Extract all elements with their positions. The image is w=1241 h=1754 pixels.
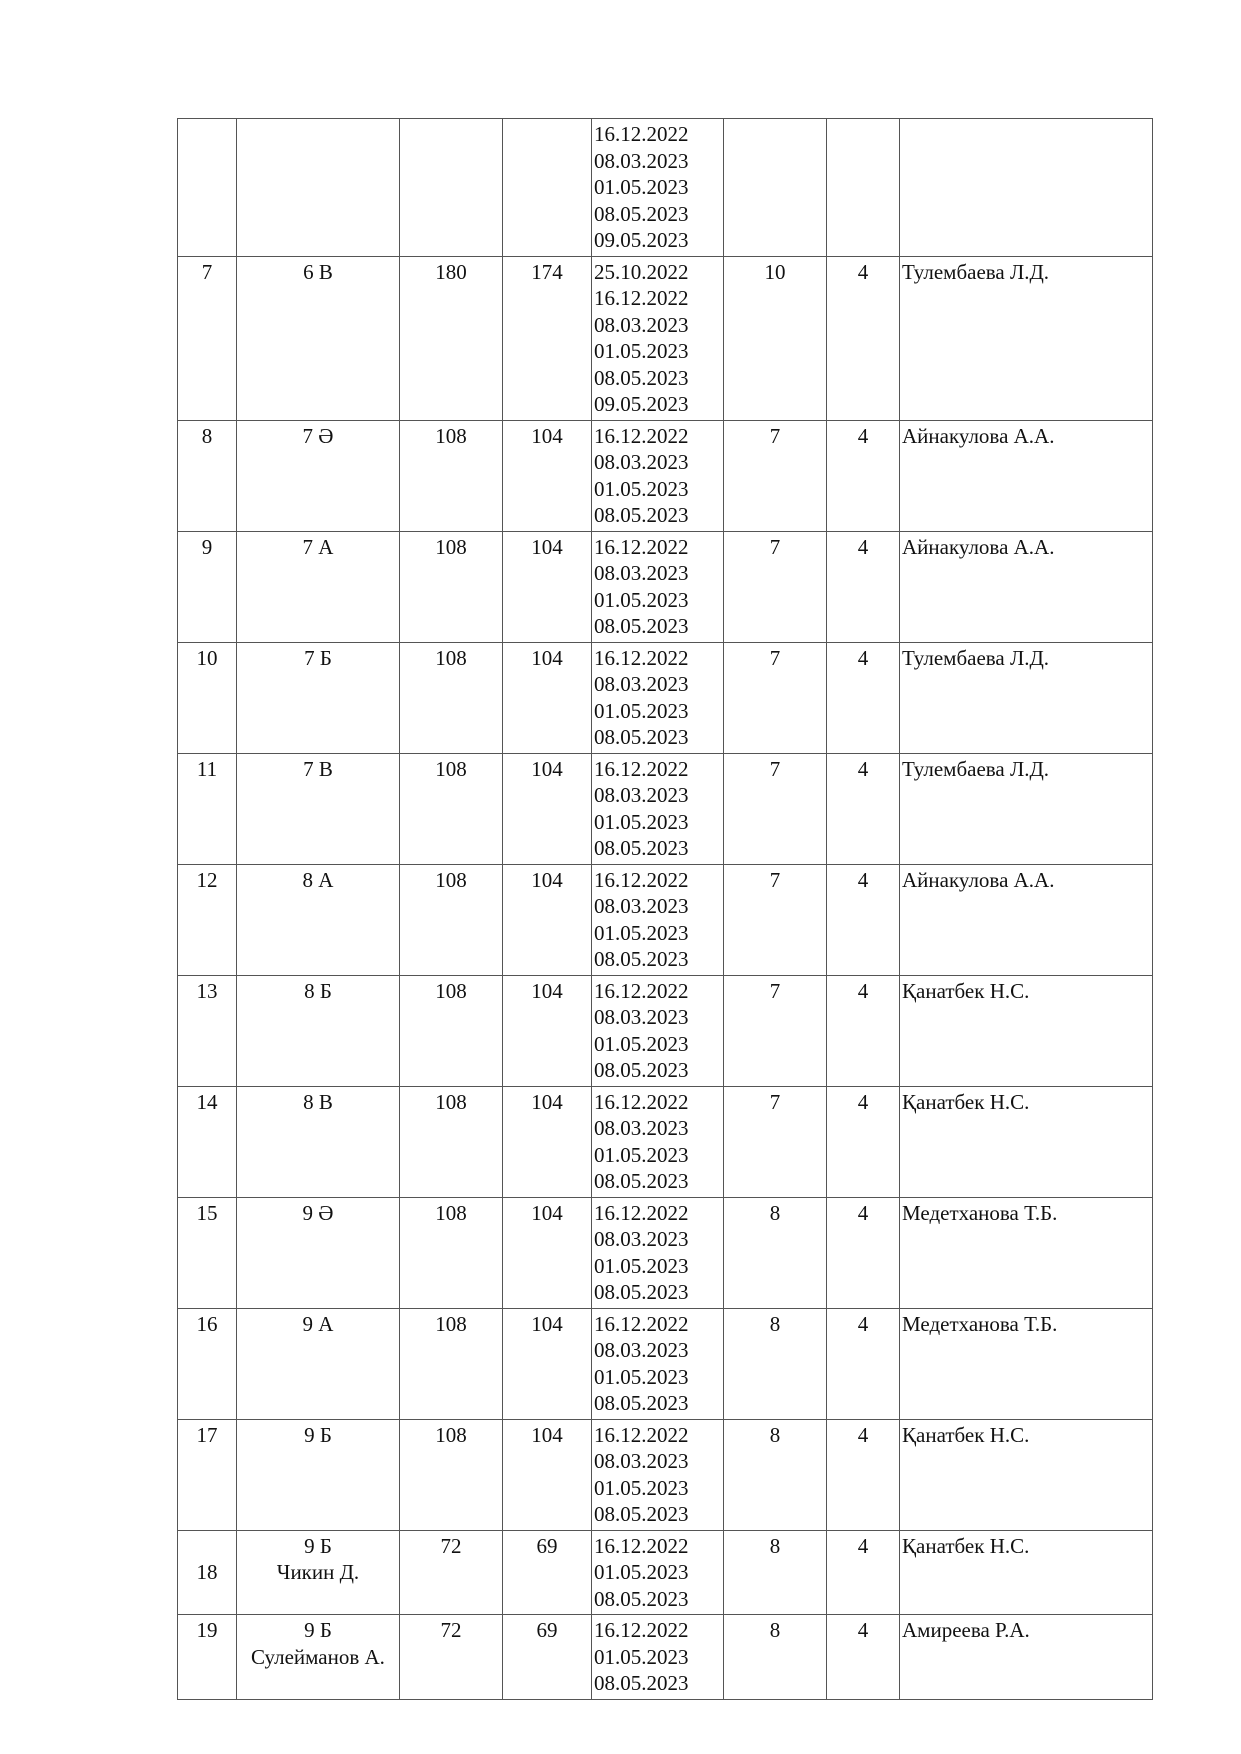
dates-cell-line: 08.03.2023 [594, 672, 689, 696]
class-cell [237, 1308, 400, 1419]
class-cell-line: Чикин Д. [276, 1560, 360, 1584]
table-row [178, 119, 1153, 257]
dates-cell-line: 08.05.2023 [594, 947, 689, 971]
dates-cell-line: 16.12.2022 [594, 286, 689, 310]
hours-total-cell [400, 119, 503, 257]
class-cell-line: 9 Б [304, 1533, 332, 1558]
hours-actual-cell: 174 [503, 256, 592, 420]
class-cell [237, 1530, 400, 1615]
table-row [178, 1615, 1153, 1700]
table-row [178, 420, 1153, 531]
dates-cell-line: 08.05.2023 [594, 1391, 689, 1415]
dates-cell-line: 16.12.2022 [594, 122, 689, 146]
weekly-cell: 4 [827, 1530, 900, 1615]
table-row [178, 1197, 1153, 1308]
dates-cell-line: 08.03.2023 [594, 894, 689, 918]
dates-cell-line: 01.05.2023 [594, 1475, 689, 1500]
dates-cell-line: 08.05.2023 [594, 1502, 689, 1526]
class-cell [237, 1419, 400, 1530]
teacher-cell: Медетханова Т.Б. [900, 1197, 1153, 1308]
teacher-cell: Медетханова Т.Б. [900, 1308, 1153, 1419]
dates-cell [592, 531, 724, 642]
dates-cell-line: 08.03.2023 [594, 1338, 689, 1362]
dates-cell [592, 256, 724, 420]
teacher-cell: Қанатбек Н.С. [900, 1530, 1153, 1615]
dates-cell-line: 08.05.2023 [594, 503, 689, 527]
dates-cell [592, 1308, 724, 1419]
dates-cell-line: 08.05.2023 [594, 1169, 689, 1193]
dates-cell-line: 16.12.2022 [594, 1089, 689, 1114]
count-cell: 7 [724, 975, 827, 1086]
row-number-cell: 15 [178, 1197, 237, 1308]
dates-cell-line: 16.12.2022 [594, 1618, 689, 1642]
hours-actual-cell: 69 [503, 1530, 592, 1615]
count-cell: 8 [724, 1197, 827, 1308]
class-cell [237, 119, 400, 257]
class-cell [237, 864, 400, 975]
dates-cell-line: 01.05.2023 [594, 698, 689, 723]
hours-actual-cell: 104 [503, 1086, 592, 1197]
hours-total-cell: 108 [400, 753, 503, 864]
count-cell: 7 [724, 642, 827, 753]
weekly-cell: 4 [827, 1086, 900, 1197]
dates-cell-line: 16.12.2022 [594, 423, 689, 448]
dates-cell-line: 08.05.2023 [594, 1586, 689, 1611]
count-cell: 8 [724, 1530, 827, 1615]
class-cell-line: 8 Б [304, 978, 332, 1003]
dates-cell-line: 01.05.2023 [594, 175, 689, 199]
dates-cell-line: 16.12.2022 [594, 1311, 689, 1336]
class-cell [237, 1197, 400, 1308]
teacher-cell: Тулембаева Л.Д. [900, 256, 1153, 420]
class-cell-line: 9 Ә [302, 1200, 334, 1225]
weekly-cell: 4 [827, 531, 900, 642]
dates-cell-line: 16.12.2022 [594, 645, 689, 670]
dates-cell-line: 08.03.2023 [594, 1227, 689, 1251]
weekly-cell: 4 [827, 1419, 900, 1530]
class-cell-line: 7 Ә [302, 423, 334, 448]
hours-actual-cell: 104 [503, 975, 592, 1086]
row-number-cell: 19 [178, 1615, 237, 1700]
teacher-cell: Айнакулова А.А. [900, 864, 1153, 975]
row-number-cell: 12 [178, 864, 237, 975]
dates-cell [592, 1419, 724, 1530]
teacher-cell: Айнакулова А.А. [900, 420, 1153, 531]
teacher-cell: Қанатбек Н.С. [900, 975, 1153, 1086]
dates-cell-line: 08.03.2023 [594, 312, 689, 337]
dates-cell [592, 1086, 724, 1197]
hours-actual-cell: 104 [503, 642, 592, 753]
dates-cell-line: 08.05.2023 [594, 201, 689, 226]
class-cell [237, 753, 400, 864]
class-cell-line: 8 А [302, 867, 334, 892]
dates-cell [592, 1530, 724, 1615]
row-number-cell: 10 [178, 642, 237, 753]
count-cell: 7 [724, 1086, 827, 1197]
class-cell-line: 9 Б [304, 1618, 332, 1642]
count-cell: 10 [724, 256, 827, 420]
teacher-cell: Айнакулова А.А. [900, 531, 1153, 642]
dates-cell-line: 16.12.2022 [594, 756, 689, 781]
table-row [178, 975, 1153, 1086]
hours-total-cell: 108 [400, 864, 503, 975]
hours-actual-cell [503, 119, 592, 257]
hours-total-cell: 72 [400, 1615, 503, 1700]
dates-cell-line: 01.05.2023 [594, 809, 689, 834]
dates-cell-line: 01.05.2023 [594, 1364, 689, 1389]
dates-cell-line: 08.03.2023 [594, 561, 689, 585]
dates-cell [592, 753, 724, 864]
dates-cell-line: 08.03.2023 [594, 1005, 689, 1029]
dates-cell-line: 01.05.2023 [594, 1253, 689, 1278]
hours-total-cell: 108 [400, 1197, 503, 1308]
dates-cell-line: 08.05.2023 [594, 1058, 689, 1082]
class-cell-line: 9 А [302, 1311, 334, 1336]
hours-total-cell: 108 [400, 531, 503, 642]
dates-cell-line: 08.03.2023 [594, 148, 689, 173]
dates-cell-line: 16.12.2022 [594, 1200, 689, 1225]
dates-cell-line: 16.12.2022 [594, 867, 689, 892]
table-row [178, 753, 1153, 864]
dates-cell-line: 01.05.2023 [594, 587, 689, 612]
dates-cell-line: 01.05.2023 [594, 1560, 689, 1584]
dates-cell-line: 16.12.2022 [594, 534, 689, 559]
dates-cell [592, 642, 724, 753]
hours-total-cell: 108 [400, 420, 503, 531]
teacher-cell: Қанатбек Н.С. [900, 1086, 1153, 1197]
dates-cell [592, 864, 724, 975]
row-number-cell: 17 [178, 1419, 237, 1530]
weekly-cell: 4 [827, 1615, 900, 1700]
dates-cell-line: 08.03.2023 [594, 1116, 689, 1140]
table-row [178, 1086, 1153, 1197]
dates-cell-line: 01.05.2023 [594, 1644, 689, 1669]
weekly-cell: 4 [827, 864, 900, 975]
dates-cell-line: 01.05.2023 [594, 1031, 689, 1056]
dates-cell [592, 1615, 724, 1700]
dates-cell-line: 25.10.2022 [594, 259, 689, 284]
class-cell-line: 7 В [303, 756, 333, 781]
table-row [178, 864, 1153, 975]
row-number-cell: 9 [178, 531, 237, 642]
count-cell: 7 [724, 420, 827, 531]
hours-actual-cell: 104 [503, 1197, 592, 1308]
count-cell: 8 [724, 1308, 827, 1419]
hours-actual-cell: 104 [503, 531, 592, 642]
teacher-cell: Тулембаева Л.Д. [900, 642, 1153, 753]
dates-cell-line: 01.05.2023 [594, 339, 689, 363]
table-row [178, 1308, 1153, 1419]
dates-cell-line: 08.05.2023 [594, 1671, 689, 1695]
dates-cell-line: 01.05.2023 [594, 476, 689, 501]
weekly-cell: 4 [827, 753, 900, 864]
table-row [178, 642, 1153, 753]
teacher-cell: Амиреева Р.А. [900, 1615, 1153, 1700]
dates-cell-line: 09.05.2023 [594, 228, 689, 252]
teacher-cell: Қанатбек Н.С. [900, 1419, 1153, 1530]
table-row [178, 1530, 1153, 1615]
dates-cell [592, 119, 724, 257]
dates-cell-line: 16.12.2022 [594, 1422, 689, 1447]
class-cell [237, 531, 400, 642]
row-number-cell: 8 [178, 420, 237, 531]
table-body [178, 119, 1153, 1700]
count-cell: 8 [724, 1615, 827, 1700]
class-cell-line: Сулейманов А. [251, 1644, 385, 1669]
class-cell [237, 420, 400, 531]
weekly-cell: 4 [827, 1308, 900, 1419]
hours-actual-cell: 69 [503, 1615, 592, 1700]
weekly-cell: 4 [827, 256, 900, 420]
dates-cell-line: 08.03.2023 [594, 450, 689, 474]
class-cell [237, 1086, 400, 1197]
dates-cell-line: 16.12.2022 [594, 978, 689, 1003]
class-cell [237, 975, 400, 1086]
count-cell: 7 [724, 531, 827, 642]
count-cell: 8 [724, 1419, 827, 1530]
row-number-cell: 7 [178, 256, 237, 420]
hours-actual-cell: 104 [503, 1308, 592, 1419]
class-cell-line: 7 Б [304, 645, 332, 670]
dates-cell [592, 975, 724, 1086]
class-cell-line: 9 Б [304, 1422, 332, 1447]
class-cell-line: 8 В [303, 1089, 333, 1114]
hours-actual-cell: 104 [503, 753, 592, 864]
row-number-cell: 11 [178, 753, 237, 864]
hours-actual-cell: 104 [503, 1419, 592, 1530]
schedule-table [177, 118, 1153, 1700]
dates-cell-line: 08.05.2023 [594, 614, 689, 638]
hours-total-cell: 108 [400, 1086, 503, 1197]
class-cell [237, 256, 400, 420]
dates-cell-line: 01.05.2023 [594, 920, 689, 945]
class-cell-line: 7 А [302, 534, 334, 559]
dates-cell-line: 01.05.2023 [594, 1142, 689, 1167]
dates-cell-line: 08.05.2023 [594, 725, 689, 749]
class-cell [237, 642, 400, 753]
count-cell: 7 [724, 753, 827, 864]
weekly-cell: 4 [827, 642, 900, 753]
dates-cell-line: 08.05.2023 [594, 365, 689, 390]
table-row [178, 531, 1153, 642]
count-cell: 7 [724, 864, 827, 975]
row-number-cell: 14 [178, 1086, 237, 1197]
dates-cell-line: 16.12.2022 [594, 1533, 689, 1558]
class-cell [237, 1615, 400, 1700]
teacher-cell: Тулембаева Л.Д. [900, 753, 1153, 864]
dates-cell-line: 08.03.2023 [594, 783, 689, 807]
teacher-cell [900, 119, 1153, 257]
hours-total-cell: 180 [400, 256, 503, 420]
dates-cell-line: 08.05.2023 [594, 836, 689, 860]
table-row [178, 256, 1153, 420]
hours-total-cell: 72 [400, 1530, 503, 1615]
dates-cell-line: 08.05.2023 [594, 1280, 689, 1304]
class-cell-line: 6 В [303, 259, 333, 284]
count-cell [724, 119, 827, 257]
dates-cell [592, 1197, 724, 1308]
dates-cell-line: 09.05.2023 [594, 392, 689, 416]
dates-cell [592, 420, 724, 531]
dates-cell-line: 08.03.2023 [594, 1449, 689, 1473]
hours-total-cell: 108 [400, 1308, 503, 1419]
hours-total-cell: 108 [400, 975, 503, 1086]
row-number-cell: 18 [178, 1530, 237, 1615]
table-row [178, 1419, 1153, 1530]
row-number-cell: 16 [178, 1308, 237, 1419]
weekly-cell [827, 119, 900, 257]
hours-total-cell: 108 [400, 642, 503, 753]
row-number-cell: 13 [178, 975, 237, 1086]
weekly-cell: 4 [827, 420, 900, 531]
row-number-cell [178, 119, 237, 257]
weekly-cell: 4 [827, 975, 900, 1086]
hours-actual-cell: 104 [503, 420, 592, 531]
hours-total-cell: 108 [400, 1419, 503, 1530]
weekly-cell: 4 [827, 1197, 900, 1308]
hours-actual-cell: 104 [503, 864, 592, 975]
